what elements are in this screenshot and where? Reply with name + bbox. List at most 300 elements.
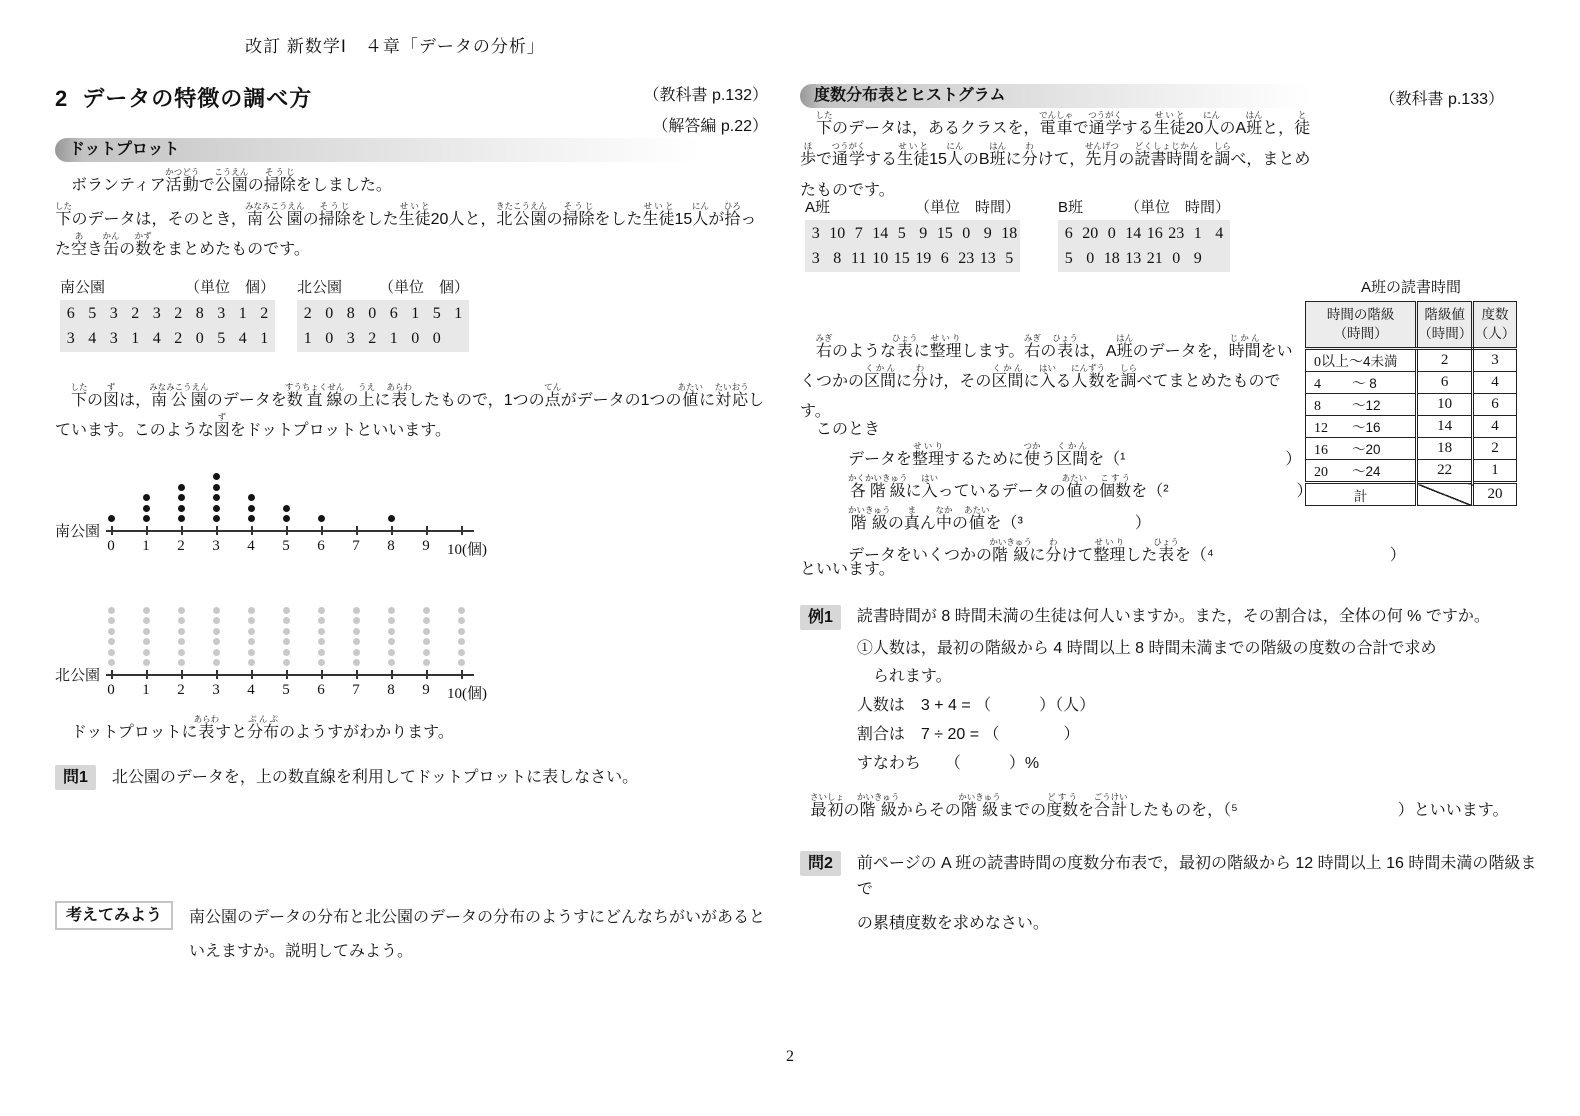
placeholder-dot (423, 649, 430, 656)
data-value: 18 (1001, 225, 1018, 242)
data-value: 14 (1125, 225, 1142, 242)
placeholder-dot (388, 628, 395, 635)
placeholder-dot (353, 607, 360, 614)
dotplot-kita-park-template[interactable] (55, 586, 585, 710)
placeholder-dot (318, 607, 325, 614)
class-upper-bound: ～24 (1352, 464, 1381, 479)
class-upper-bound: ～12 (1352, 398, 1381, 413)
axis-tick (251, 670, 253, 679)
table-title: 北公園 (297, 279, 343, 296)
definition-line: データをいくつかの階級かいきゅうに分わけて整理せいりした表ひょうを（⁴ ） (848, 537, 1406, 564)
data-value: 4 (88, 330, 97, 347)
table-values (297, 300, 469, 352)
data-dot (143, 505, 150, 512)
data-value: 3 (66, 330, 75, 347)
data-value: 6 (1064, 225, 1073, 242)
table-unit: （単位 時間） (1124, 199, 1230, 216)
freq-header-midpoint: 階級値 （時間） (1417, 302, 1473, 349)
placeholder-dot (283, 607, 290, 614)
axis-line (106, 674, 474, 676)
class-frequency-value: 2 (1473, 438, 1517, 460)
placeholder-dot (388, 659, 395, 666)
data-dot (178, 505, 185, 512)
placeholder-dot (388, 607, 395, 614)
data-row (805, 221, 1020, 246)
tick-label: 8 (387, 682, 395, 698)
data-value: 1 (238, 305, 247, 322)
table-header (297, 276, 469, 297)
class-lower-bound: 8 (1314, 399, 1321, 414)
kita-park-data-table (297, 276, 469, 352)
data-value: 1 (303, 330, 312, 347)
data-row (60, 326, 275, 351)
freq-row (1306, 416, 1517, 438)
table-values (60, 300, 275, 352)
placeholder-dot (353, 628, 360, 635)
tick-label: 8 (387, 538, 395, 554)
class-midpoint-value: 2 (1417, 349, 1473, 372)
axis-tick (111, 526, 113, 535)
placeholder-dot (458, 628, 465, 635)
data-value: 0 (368, 305, 377, 322)
data-value: 4 (152, 330, 161, 347)
placeholder-dot (318, 649, 325, 656)
data-value: 1 (1193, 225, 1202, 242)
class-lower-bound: 20 (1314, 465, 1328, 480)
data-value: 0 (962, 225, 971, 242)
example-1-question: 読書時間が 8 時間未満の生徒は何人いますか。また，その割合は，全体の何 % ですか。 (856, 608, 1490, 625)
axis-tick (181, 526, 183, 535)
data-value: 19 (915, 250, 932, 267)
class-upper-bound: ～20 (1352, 442, 1381, 457)
example-1-hint-1: ①人数は，最初の階級から 4 時間以上 8 時間未満までの階級の度数の合計で求め (856, 640, 1437, 657)
axis-tick (426, 526, 428, 535)
class-midpoint-value: 6 (1417, 372, 1473, 394)
data-dot (248, 505, 255, 512)
data-dot (318, 515, 325, 522)
axis-tick (286, 526, 288, 535)
question-2-text (857, 851, 1550, 937)
axis-label: 南公園 (55, 523, 101, 540)
data-dot (248, 494, 255, 501)
question-2-line-1: 前ページの A 班の読書時間の度数分布表で，最初の階級から 12 時間以上 16 時間未満の階級まで (856, 855, 1537, 898)
freq-total-label: 計 (1306, 483, 1417, 506)
data-dot (213, 494, 220, 501)
axis-tick (286, 670, 288, 679)
data-value: 14 (872, 225, 889, 242)
placeholder-dot (178, 607, 185, 614)
data-value: 0 (325, 305, 334, 322)
example-1-body (857, 605, 1550, 775)
axis-tick (356, 670, 358, 679)
placeholder-dot (248, 607, 255, 614)
data-value: 8 (195, 305, 204, 322)
class-frequency-value: 1 (1473, 460, 1517, 483)
data-value: 5 (897, 225, 906, 242)
question-1-label: 問1 (55, 765, 96, 790)
class-midpoint-value: 10 (1417, 394, 1473, 416)
placeholder-dot (318, 659, 325, 666)
tick-label: 5 (282, 682, 290, 698)
data-value: 23 (1168, 225, 1185, 242)
data-value: 8 (833, 250, 842, 267)
data-value: 3 (217, 305, 226, 322)
placeholder-dot (108, 638, 115, 645)
data-row (1058, 221, 1230, 246)
placeholder-dot (108, 628, 115, 635)
answerbook-reference: （解答編 p.22） (652, 118, 768, 135)
data-value: 0 (411, 330, 420, 347)
example-1-label: 例1 (800, 605, 841, 630)
tick-label: 4 (247, 682, 255, 698)
group-a-data-table (805, 196, 1020, 272)
placeholder-dot (423, 628, 430, 635)
data-dot (213, 515, 220, 522)
placeholder-dot (213, 628, 220, 635)
placeholder-dot (353, 649, 360, 656)
placeholder-dot (178, 628, 185, 635)
data-value: 6 (66, 305, 75, 322)
data-value: 5 (432, 305, 441, 322)
placeholder-dot (318, 617, 325, 624)
axis-tick (216, 670, 218, 679)
document-header: 改訂 新数学Ⅰ ４章「データの分析」 (245, 37, 545, 56)
data-dot (213, 484, 220, 491)
data-dot (283, 515, 290, 522)
placeholder-dot (283, 617, 290, 624)
class-upper-bound: ～ 8 (1352, 376, 1377, 391)
table-header (60, 276, 275, 297)
data-value: 1 (411, 305, 420, 322)
freq-row (1306, 349, 1517, 372)
definition-line: データを整理せいりするために使つかう区間くかんを（¹ ） (848, 441, 1302, 468)
right-column (800, 0, 1550, 1116)
class-lower-bound: 4 (1314, 377, 1321, 392)
tick-label: 10(個) (447, 542, 487, 558)
class-frequency-value: 4 (1473, 416, 1517, 438)
think-text: 南公園のデータの分布と北公園のデータの分布のようすにどんなちがいがあるといえますか。説明してみよう。 (189, 909, 766, 960)
placeholder-dot (423, 617, 430, 624)
freq-row (1306, 394, 1517, 416)
placeholder-dot (388, 617, 395, 624)
placeholder-dot (213, 649, 220, 656)
class-midpoint-value: 22 (1417, 460, 1473, 483)
data-dot (248, 515, 255, 522)
data-value: 7 (854, 225, 863, 242)
think-label: 考えてみよう (55, 901, 173, 930)
minami-park-data-table (60, 276, 275, 352)
data-row (297, 326, 469, 351)
placeholder-dot (423, 607, 430, 614)
data-dot (178, 515, 185, 522)
data-value: 3 (109, 305, 118, 322)
section-heading (55, 82, 312, 113)
data-value: 6 (389, 305, 398, 322)
placeholder-dot (143, 638, 150, 645)
dotplot-section-bar (55, 138, 755, 162)
tick-label: 9 (422, 538, 430, 554)
placeholder-dot (283, 628, 290, 635)
placeholder-dot (283, 659, 290, 666)
freq-total-value: 20 (1473, 483, 1517, 506)
class-upper-bound: 4未満 (1363, 354, 1398, 369)
placeholder-dot (248, 649, 255, 656)
page-number: 2 (786, 1048, 794, 1065)
table-unit: （単位 個） (378, 279, 469, 296)
class-lower-bound: 12 (1314, 421, 1328, 436)
placeholder-dot (458, 617, 465, 624)
placeholder-dot (108, 659, 115, 666)
data-value: 0 (195, 330, 204, 347)
axis-tick (146, 670, 148, 679)
definition-blanks[interactable] (848, 441, 1406, 569)
freq-class-cell (1306, 349, 1417, 372)
cumulative-frequency-definition[interactable]: 最初さいしょの階級かいきゅうからその階級かいきゅうまでの度数どすうを合計ごうけいしたものを，（⁵ ）といいます。 (810, 792, 1509, 819)
freq-header-row (1306, 302, 1517, 349)
data-dot (388, 515, 395, 522)
histogram-intro: 下したのデータは，あるクラスを，電車でんしゃで通学つうがくする生徒せいと20人にんのA班はんと，徒と歩ほで通学つうがくする生徒せいと15人にんのB班はんに分わけて，先月せんげつの読書時間どくしょじかんを調しらべ，まとめたものです。 (800, 110, 1311, 199)
data-value: 1 (389, 330, 398, 347)
placeholder-dot (248, 628, 255, 635)
dotplot-section-title: ドットプロット (69, 141, 180, 158)
data-value: 2 (303, 305, 312, 322)
textbook-reference: （教科書 p.132） (643, 87, 768, 104)
data-value: 5 (1005, 250, 1014, 267)
placeholder-dot (213, 638, 220, 645)
data-value: 9 (1193, 250, 1202, 267)
konotoki-label: このとき (816, 421, 881, 438)
data-value: 0 (1086, 250, 1095, 267)
data-value: 3 (811, 250, 820, 267)
axis-tick (216, 526, 218, 535)
table-header (1058, 196, 1230, 217)
data-value: 4 (238, 330, 247, 347)
data-row (297, 301, 469, 326)
intro-line-1: ボランティア活動かつどうで公園こうえんの掃除そうじをしました。 (55, 167, 392, 194)
definition-line: 各階級かくかいきゅうに入はいっているデータの値あたいの個数こすうを（² ） (848, 473, 1313, 500)
tick-label: 7 (352, 538, 360, 554)
diagonal-slash-cell (1417, 483, 1473, 506)
class-upper-bound: ～16 (1352, 420, 1381, 435)
axis-tick (391, 670, 393, 679)
placeholder-dot (178, 617, 185, 624)
histogram-section-bar (800, 84, 1356, 108)
placeholder-dot (143, 628, 150, 635)
example-1-hint-2: られます。 (872, 668, 952, 685)
placeholder-dot (353, 659, 360, 666)
placeholder-dot (213, 617, 220, 624)
definition-line: 階級かいきゅうの真まん中なかの値あたいを（³ ） (848, 505, 1151, 532)
axis-tick (321, 526, 323, 535)
table-unit: （単位 個） (184, 279, 275, 296)
tick-label: 9 (422, 682, 430, 698)
group-b-data-table (1058, 196, 1230, 272)
table-title: 南公園 (60, 279, 106, 296)
table-title: B班 (1058, 199, 1084, 216)
placeholder-dot (458, 649, 465, 656)
class-frequency-value: 3 (1473, 349, 1517, 372)
definitions-suffix: といいます。 (800, 561, 895, 578)
class-lower-bound: 16 (1314, 443, 1328, 458)
data-value: 23 (958, 250, 975, 267)
axis-tick (251, 526, 253, 535)
data-value: 0 (1172, 250, 1181, 267)
placeholder-dot (248, 659, 255, 666)
data-value: 9 (983, 225, 992, 242)
class-frequency-value: 6 (1473, 394, 1517, 416)
placeholder-dot (423, 659, 430, 666)
data-value: 6 (940, 250, 949, 267)
data-value: 0 (1107, 225, 1116, 242)
data-value: 20 (1082, 225, 1099, 242)
data-value: 5 (1064, 250, 1073, 267)
question-1-text: 北公園のデータを，上の数直線を利用してドットプロットに表しなさい。 (111, 769, 639, 786)
axis-tick (146, 526, 148, 535)
tick-label: 3 (212, 538, 220, 554)
placeholder-dot (143, 659, 150, 666)
data-value: 5 (88, 305, 97, 322)
data-value: 3 (109, 330, 118, 347)
placeholder-dot (318, 628, 325, 635)
data-dot (143, 515, 150, 522)
axis-tick (321, 670, 323, 679)
placeholder-dot (248, 638, 255, 645)
question-2-label: 問2 (800, 851, 841, 876)
tick-label: 7 (352, 682, 360, 698)
placeholder-dot (318, 638, 325, 645)
frequency-table-title: A班の読書時間 (1360, 279, 1461, 296)
placeholder-dot (143, 649, 150, 656)
freq-class-cell (1306, 416, 1417, 438)
placeholder-dot (353, 638, 360, 645)
freq-header-frequency: 度数 （人） (1473, 302, 1517, 349)
data-value: 3 (346, 330, 355, 347)
data-value: 15 (893, 250, 910, 267)
data-value: 10 (872, 250, 889, 267)
data-value: 21 (1146, 250, 1163, 267)
dotplot-minami-park (55, 452, 585, 564)
data-dot (108, 515, 115, 522)
data-value: 2 (174, 330, 183, 347)
placeholder-dot (178, 638, 185, 645)
data-value: 16 (1146, 225, 1163, 242)
class-midpoint-value: 14 (1417, 416, 1473, 438)
axis-tick (461, 670, 463, 679)
data-value: 13 (979, 250, 996, 267)
histogram-section-title: 度数分布表とヒストグラム (814, 87, 1006, 104)
tick-label: 1 (142, 682, 150, 698)
placeholder-dot (108, 617, 115, 624)
tick-label: 5 (282, 538, 290, 554)
axis-tick (461, 526, 463, 535)
placeholder-dot (353, 617, 360, 624)
data-value: 2 (174, 305, 183, 322)
table-unit: （単位 時間） (914, 199, 1020, 216)
intro-paragraph (55, 167, 770, 265)
axis-label: 北公園 (55, 667, 101, 684)
example-1-percent-blank[interactable]: すなわち （ ）% (856, 755, 1040, 772)
intro-line-2: 下したのデータは，そのとき，南公園みなみこうえんの掃除そうじをした生徒せいと20人と，北公園きたこうえんの掃除そうじをした生徒せいと15人にんが拾ひろった空あき缶かんの数かずをまとめたものです。 (55, 201, 757, 258)
example-1-count-blank[interactable]: 人数は 3 + 4 = （ ）（人） (856, 697, 1096, 714)
tick-label: 10(個) (447, 686, 487, 702)
data-value: 3 (152, 305, 161, 322)
data-value: 2 (131, 305, 140, 322)
data-value: 4 (1215, 225, 1224, 242)
placeholder-dot (213, 659, 220, 666)
placeholder-dot (213, 607, 220, 614)
class-frequency-value: 4 (1473, 372, 1517, 394)
tick-label: 2 (177, 682, 185, 698)
data-row (60, 301, 275, 326)
data-value: 1 (454, 305, 463, 322)
section-number: 2 (55, 86, 69, 111)
placeholder-dot (108, 649, 115, 656)
data-dot (213, 505, 220, 512)
data-value: 2 (260, 305, 269, 322)
tick-label: 1 (142, 538, 150, 554)
think-about-it (55, 901, 770, 969)
left-column (55, 0, 770, 1116)
data-value: 13 (1125, 250, 1142, 267)
freq-header-class: 時間の階級 （時間） (1306, 302, 1417, 349)
data-dot (143, 494, 150, 501)
section-title: データの特徴の調べ方 (82, 86, 313, 111)
data-value: 3 (811, 225, 820, 242)
data-value: 0 (325, 330, 334, 347)
placeholder-dot (178, 649, 185, 656)
placeholder-dot (458, 659, 465, 666)
axis-tick (391, 526, 393, 535)
textbook-reference: （教科書 p.133） (1379, 91, 1504, 108)
tick-label: 6 (317, 538, 325, 554)
placeholder-dot (143, 617, 150, 624)
data-value: 0 (432, 330, 441, 347)
data-row (1058, 246, 1230, 271)
data-value: 5 (217, 330, 226, 347)
question-2 (800, 851, 1550, 937)
question-1 (55, 765, 638, 791)
class-midpoint-value: 18 (1417, 438, 1473, 460)
axis-tick (356, 526, 358, 535)
data-value: 2 (368, 330, 377, 347)
data-dot (178, 494, 185, 501)
data-value: 1 (131, 330, 140, 347)
tick-label: 6 (317, 682, 325, 698)
class-lower-bound: 0以上～ (1314, 355, 1363, 370)
axis-line (106, 530, 474, 532)
example-1-ratio-blank[interactable]: 割合は 7 ÷ 20 = （ ） (856, 726, 1080, 743)
placeholder-dot (283, 649, 290, 656)
dotplot-note: ドットプロットに表あらわすと分布ぶんぷのようすがわかります。 (55, 714, 454, 741)
data-value: 11 (851, 250, 867, 267)
data-value: 1 (260, 330, 269, 347)
data-value: 15 (936, 225, 953, 242)
tick-label: 0 (107, 682, 115, 698)
placeholder-dot (283, 638, 290, 645)
placeholder-dot (458, 638, 465, 645)
data-value: 18 (1103, 250, 1120, 267)
freq-class-cell (1306, 394, 1417, 416)
example-1 (800, 605, 1550, 775)
placeholder-dot (388, 649, 395, 656)
table-values (805, 220, 1020, 272)
freq-class-cell (1306, 372, 1417, 394)
placeholder-dot (178, 659, 185, 666)
data-dot (283, 505, 290, 512)
placeholder-dot (388, 638, 395, 645)
placeholder-dot (143, 607, 150, 614)
tick-label: 3 (212, 682, 220, 698)
